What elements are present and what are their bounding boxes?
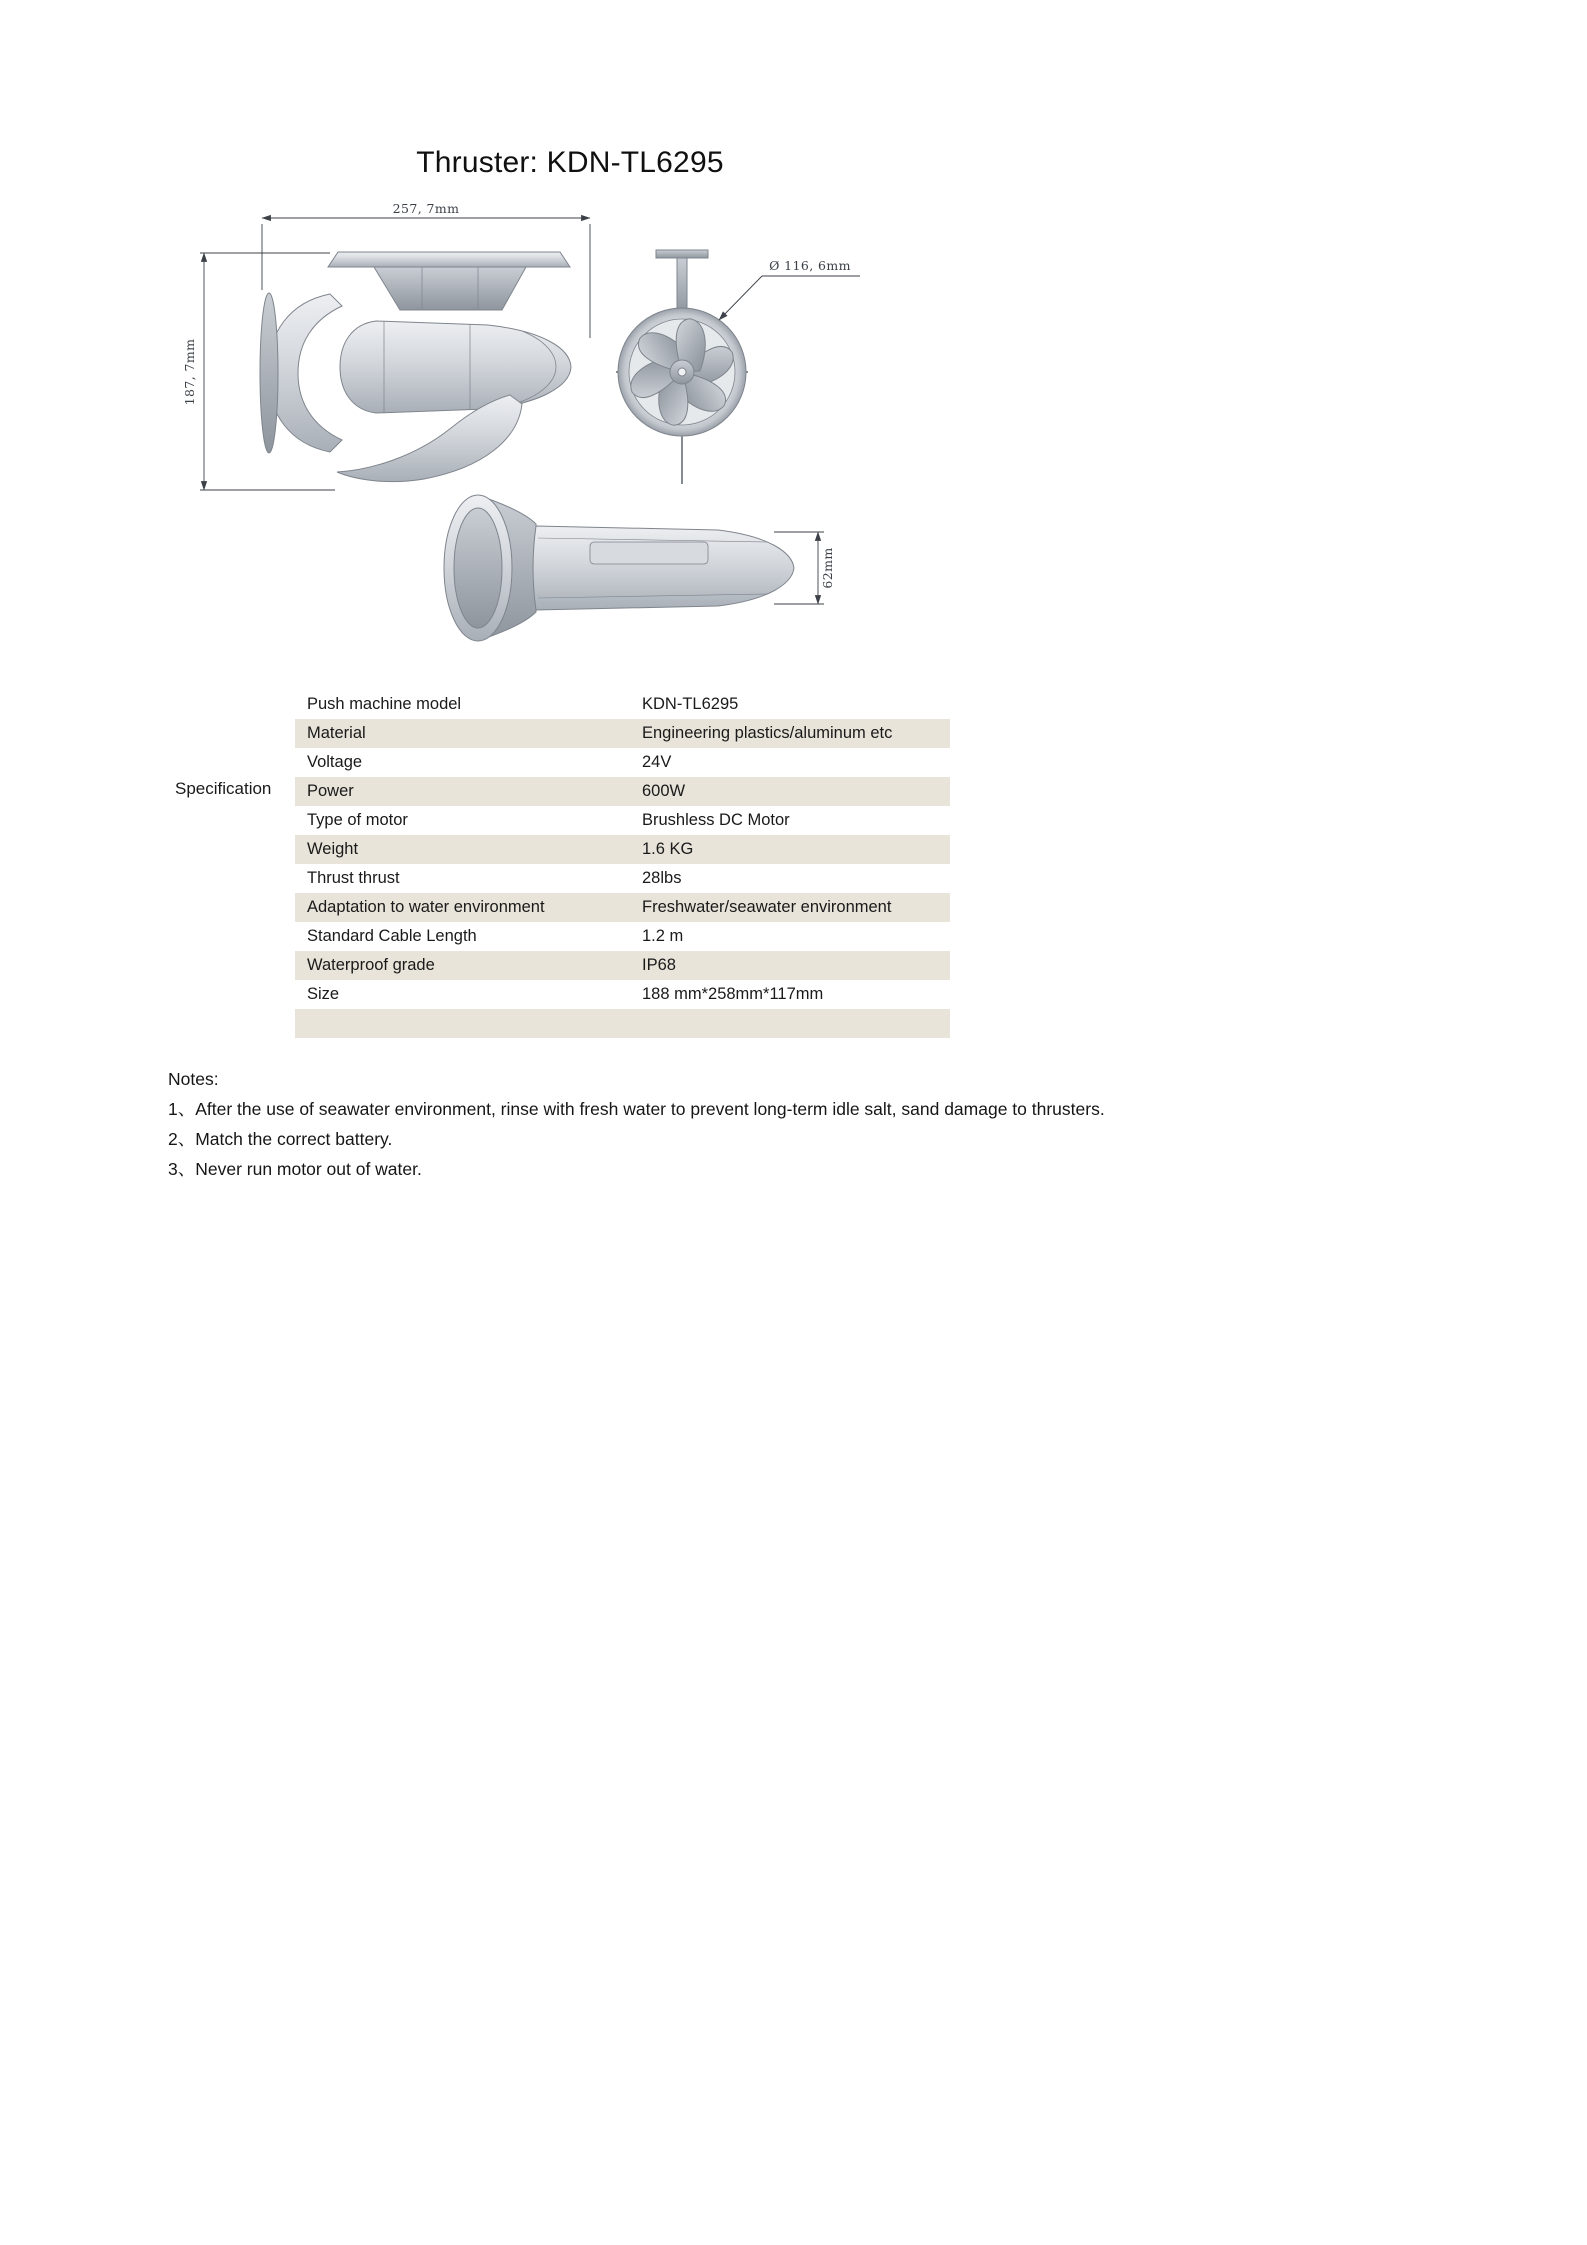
technical-drawing <box>170 190 870 665</box>
spec-value: 1.6 KG <box>642 840 694 858</box>
front-view-drawing <box>616 250 748 484</box>
spec-value: 1.2 m <box>642 927 684 945</box>
spec-key: Thrust thrust <box>307 869 400 887</box>
spec-row <box>295 748 950 777</box>
spec-row-empty <box>295 1009 950 1038</box>
dimension-height-label: 187, 7mm <box>182 338 197 406</box>
spec-value: 28lbs <box>642 869 682 887</box>
spec-row <box>295 777 950 806</box>
spec-value: 600W <box>642 782 686 800</box>
dimension-depth-label: 62mm <box>820 547 835 589</box>
notes-section <box>168 1064 1120 1184</box>
spec-row <box>295 864 950 893</box>
spec-row <box>295 835 950 864</box>
spec-row <box>295 893 950 922</box>
spec-key: Waterproof grade <box>307 956 435 974</box>
bottom-view-drawing <box>444 495 794 641</box>
spec-value: IP68 <box>642 956 676 974</box>
spec-row <box>295 980 950 1009</box>
spec-key: Voltage <box>307 753 363 771</box>
spec-key: Power <box>307 782 354 800</box>
spec-row <box>295 719 950 748</box>
spec-key: Weight <box>307 840 359 858</box>
thruster-drawing-svg <box>170 190 870 665</box>
spec-key: Type of motor <box>307 811 408 829</box>
spec-value: Freshwater/seawater environment <box>642 898 892 916</box>
spec-key: Size <box>307 985 340 1003</box>
note-item: 2、Match the correct battery. <box>168 1129 393 1149</box>
spec-row <box>295 922 950 951</box>
dimension-diameter-label: Ø 116, 6mm <box>769 258 851 273</box>
spec-key: Adaptation to water environment <box>307 898 545 916</box>
spec-key: Standard Cable Length <box>307 927 477 945</box>
page-title: Thruster: KDN-TL6295 <box>416 146 724 179</box>
spec-row <box>295 806 950 835</box>
spec-value: KDN-TL6295 <box>642 695 739 713</box>
notes-title: Notes: <box>168 1069 219 1089</box>
note-item: 1、After the use of seawater environment, rinse with fresh water to prevent long-term idle salt, sand damage to thrusters. <box>168 1099 1105 1119</box>
spec-value: 188 mm*258mm*117mm <box>642 985 824 1003</box>
spec-value: 24V <box>642 753 672 771</box>
front-view-dimension-leader <box>719 276 860 320</box>
spec-row <box>295 951 950 980</box>
specification-label: Specification <box>175 779 272 798</box>
spec-key: Push machine model <box>307 695 462 713</box>
note-item: 3、Never run motor out of water. <box>168 1159 422 1179</box>
spec-row <box>295 690 950 719</box>
side-view-drawing <box>260 252 571 482</box>
spec-value: Brushless DC Motor <box>642 811 790 829</box>
specification-table <box>295 690 950 1038</box>
spec-value: Engineering plastics/aluminum etc <box>642 724 893 742</box>
dimension-width-label: 257, 7mm <box>392 201 460 216</box>
spec-key: Material <box>307 724 366 742</box>
